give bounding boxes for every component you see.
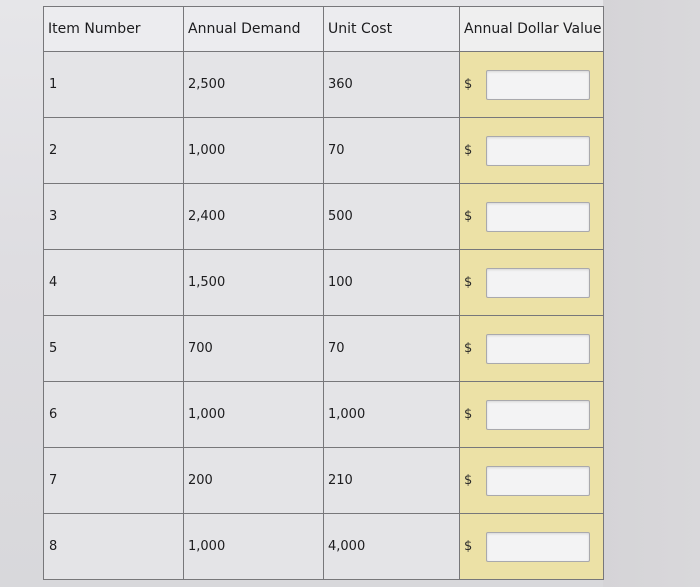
header-annual-demand-label: Annual Demand — [188, 21, 301, 37]
dollar-sign-label: $ — [464, 209, 473, 224]
annual-demand-cell — [184, 118, 324, 184]
item-number-cell-text: 4 — [49, 275, 58, 290]
annual-dollar-value-cell — [460, 250, 604, 316]
annual-dollar-value-input[interactable] — [486, 532, 590, 562]
annual-dollar-value-cell — [460, 448, 604, 514]
table-row — [44, 184, 604, 250]
annual-demand-cell-text: 2,500 — [188, 77, 226, 92]
answer-field-wrapper — [460, 184, 603, 249]
unit-cost-cell-text: 70 — [328, 143, 345, 158]
unit-cost-cell — [324, 52, 460, 118]
dollar-sign-label: $ — [464, 473, 473, 488]
unit-cost-cell — [324, 514, 460, 580]
annual-dollar-value-input[interactable] — [486, 334, 590, 364]
unit-cost-cell — [324, 316, 460, 382]
annual-dollar-value-input[interactable] — [486, 466, 590, 496]
item-number-cell — [44, 514, 184, 580]
header-annual-dollar-value — [460, 7, 604, 52]
annual-dollar-value-input[interactable] — [486, 268, 590, 298]
answer-field-wrapper — [460, 448, 603, 513]
item-number-cell — [44, 250, 184, 316]
answer-field-wrapper — [460, 250, 603, 315]
table-row — [44, 382, 604, 448]
annual-dollar-value-cell — [460, 52, 604, 118]
item-number-cell-text: 5 — [49, 341, 58, 356]
annual-dollar-value-cell — [460, 316, 604, 382]
table-row — [44, 118, 604, 184]
annual-demand-cell — [184, 52, 324, 118]
annual-demand-cell — [184, 316, 324, 382]
table-row — [44, 250, 604, 316]
annual-demand-cell-text: 700 — [188, 341, 213, 356]
annual-demand-cell-text: 200 — [188, 473, 213, 488]
answer-field-wrapper — [460, 118, 603, 183]
table-row — [44, 514, 604, 580]
dollar-sign-label: $ — [464, 407, 473, 422]
header-annual-dollar-value-label: Annual Dollar Value — [464, 21, 602, 37]
header-row — [44, 7, 604, 52]
page-margin — [603, 0, 700, 587]
header-unit-cost-label: Unit Cost — [328, 21, 393, 37]
unit-cost-cell-text: 4,000 — [328, 539, 366, 554]
annual-dollar-value-input[interactable] — [486, 400, 590, 430]
annual-dollar-value-cell — [460, 118, 604, 184]
annual-demand-cell — [184, 448, 324, 514]
item-number-cell — [44, 382, 184, 448]
unit-cost-cell-text: 500 — [328, 209, 353, 224]
annual-demand-cell-text: 1,000 — [188, 143, 226, 158]
item-number-cell — [44, 52, 184, 118]
dollar-sign-label: $ — [464, 77, 473, 92]
unit-cost-cell — [324, 118, 460, 184]
annual-dollar-value-input[interactable] — [486, 202, 590, 232]
answer-field-wrapper — [460, 382, 603, 447]
unit-cost-cell — [324, 448, 460, 514]
table-row — [44, 52, 604, 118]
annual-demand-cell-text: 1,500 — [188, 275, 226, 290]
unit-cost-cell-text: 360 — [328, 77, 353, 92]
item-number-cell — [44, 316, 184, 382]
table-header — [44, 7, 604, 52]
header-annual-demand — [184, 7, 324, 52]
unit-cost-cell-text: 100 — [328, 275, 353, 290]
item-number-cell-text: 8 — [49, 539, 58, 554]
unit-cost-cell-text: 1,000 — [328, 407, 366, 422]
answer-field-wrapper — [460, 316, 603, 381]
header-item-number — [44, 7, 184, 52]
annual-dollar-value-cell — [460, 184, 604, 250]
dollar-sign-label: $ — [464, 143, 473, 158]
unit-cost-cell — [324, 250, 460, 316]
unit-cost-cell-text: 70 — [328, 341, 345, 356]
item-number-cell-text: 1 — [49, 77, 58, 92]
item-number-cell-text: 2 — [49, 143, 58, 158]
answer-field-wrapper — [460, 52, 603, 117]
annual-demand-cell — [184, 250, 324, 316]
header-unit-cost — [324, 7, 460, 52]
annual-demand-cell — [184, 382, 324, 448]
item-number-cell-text: 3 — [49, 209, 58, 224]
item-number-cell — [44, 184, 184, 250]
annual-demand-cell-text: 1,000 — [188, 407, 226, 422]
dollar-sign-label: $ — [464, 341, 473, 356]
unit-cost-cell-text: 210 — [328, 473, 353, 488]
annual-demand-cell-text: 2,400 — [188, 209, 226, 224]
unit-cost-cell — [324, 184, 460, 250]
annual-dollar-value-input[interactable] — [486, 70, 590, 100]
annual-demand-cell — [184, 514, 324, 580]
unit-cost-cell — [324, 382, 460, 448]
annual-dollar-value-cell — [460, 514, 604, 580]
annual-dollar-value-cell — [460, 382, 604, 448]
table-row — [44, 448, 604, 514]
item-number-cell — [44, 118, 184, 184]
item-number-cell-text: 6 — [49, 407, 58, 422]
item-number-cell-text: 7 — [49, 473, 58, 488]
dollar-sign-label: $ — [464, 539, 473, 554]
table-body — [44, 52, 604, 580]
annual-demand-cell — [184, 184, 324, 250]
abc-analysis-table — [43, 6, 604, 580]
annual-demand-cell-text: 1,000 — [188, 539, 226, 554]
header-item-number-label: Item Number — [48, 21, 141, 37]
annual-dollar-value-input[interactable] — [486, 136, 590, 166]
answer-field-wrapper — [460, 514, 603, 579]
table-row — [44, 316, 604, 382]
dollar-sign-label: $ — [464, 275, 473, 290]
item-number-cell — [44, 448, 184, 514]
